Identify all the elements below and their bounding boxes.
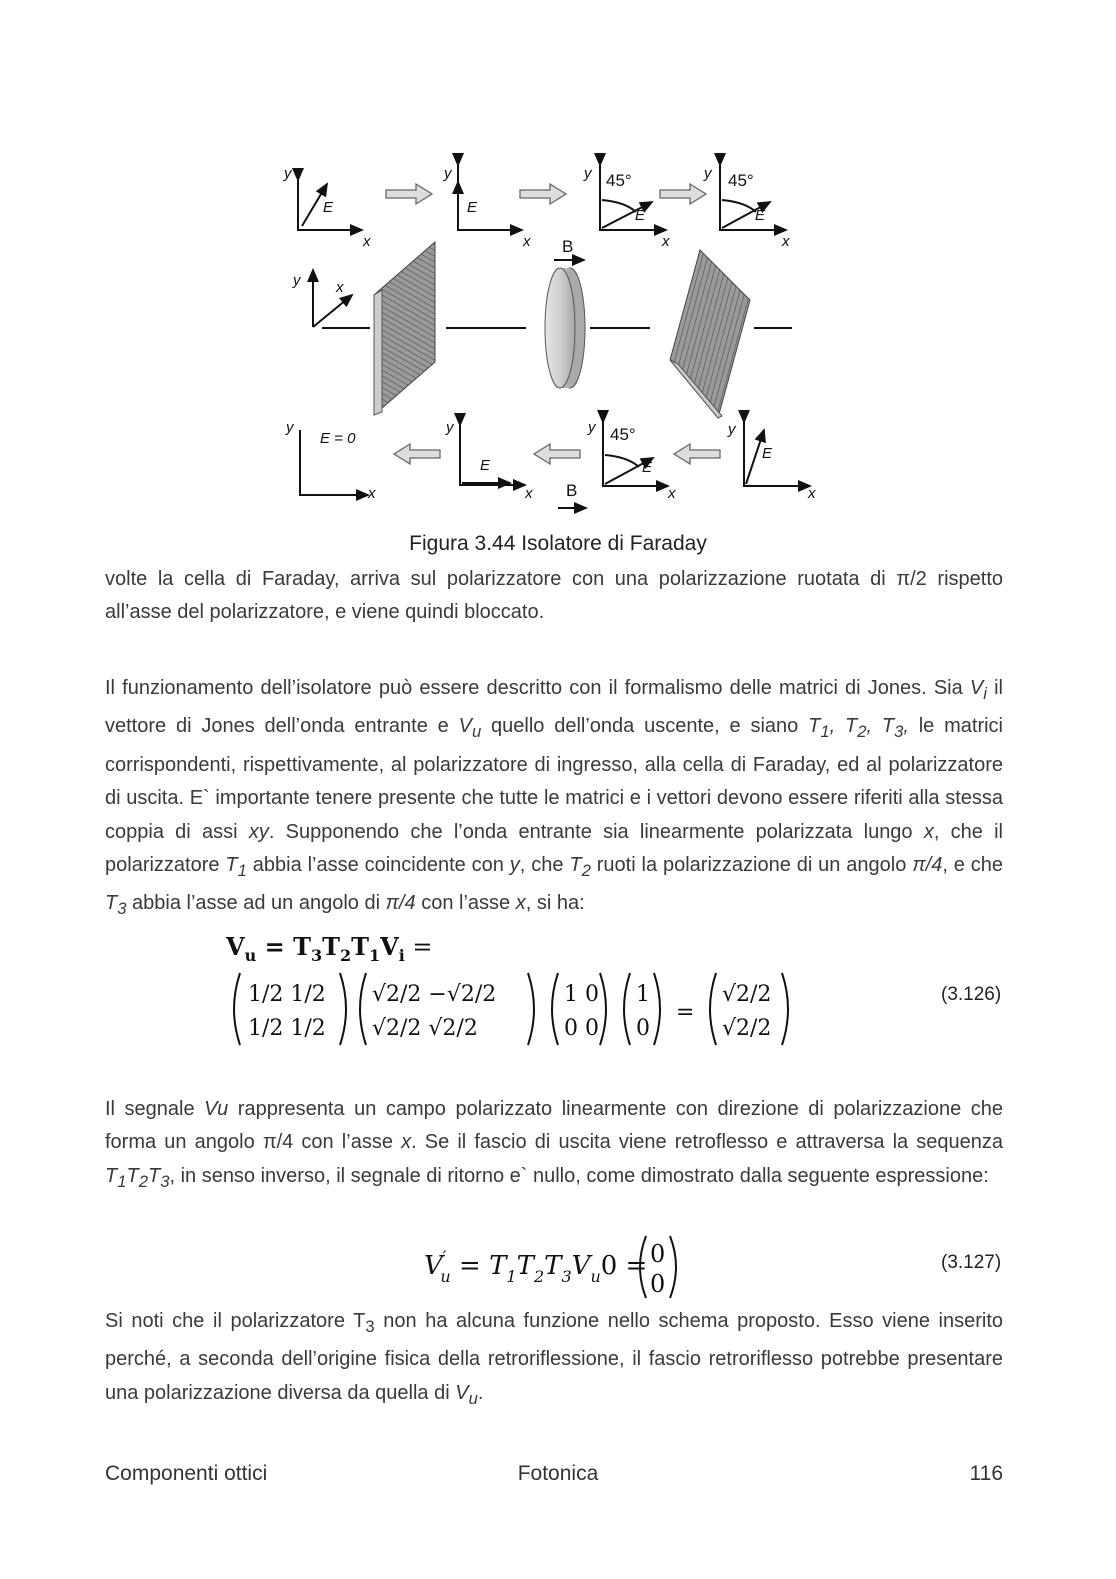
axes-back-4	[744, 422, 810, 486]
svg-text:E = 0: E = 0	[320, 430, 356, 447]
svg-text:x: x	[368, 485, 376, 502]
svg-text:0: 0	[650, 1240, 666, 1268]
svg-text:B: B	[566, 481, 578, 500]
paragraph-2: Il funzionamento dell’isolatore può essere descritto con il formalismo delle matrici di Jones. Sia $V_i$ il vettore di Jones dell’onda entrante e $V_u$ quello dell’onda uscente, e siano $T_1$, $T_2$, $T_3$, le matrici corrispondenti, rispettivamente, al polarizzatore di ingresso, alla cella di Faraday, ed al polarizzatore di uscita. E` importante tenere presente che tutte le matrici e i vettori devono essere riferiti alla stessa coppia di assi xy. Supponendo che l’onda entrante sia linearmente polarizzata lungo x, che il polarizzatore $T_1$ abbia l’asse coincidente con y, che $T_2$ ruoti la polarizzazione di un angolo π/4, e che $T_3$ abbia l’asse ad un angolo di π/4 con l’asse x, si ha:	[105, 677, 1004, 919]
svg-text:E: E	[323, 199, 334, 216]
equation-3-127	[424, 1232, 694, 1307]
svg-text:x: x	[363, 233, 371, 250]
svg-text:E: E	[467, 199, 478, 216]
svg-text:√2/2: √2/2	[722, 982, 772, 1007]
footer-title: Fotonica	[517, 1462, 599, 1485]
svg-text:Vu = T3T2T1Vi =: $V_u = T_3T_2T_1V_i$ =	[226, 932, 433, 965]
svg-text:E: E	[642, 459, 653, 476]
svg-text:x: x	[782, 233, 790, 250]
footer-section: Componenti ottici	[105, 1462, 268, 1485]
axes-back-2	[460, 425, 525, 485]
svg-text:E: E	[755, 207, 766, 224]
svg-text:y: y	[584, 165, 592, 182]
svg-text:1/2 1/2: 1/2 1/2	[248, 1016, 326, 1041]
svg-text:45°: 45°	[610, 425, 636, 444]
svg-text:y: y	[444, 165, 452, 182]
svg-text:E: E	[480, 457, 491, 474]
svg-text:y: y	[293, 272, 301, 289]
paragraph-3: Il segnale Vu rappresenta un campo polarizzato linearmente con direzione di polarizzazione che forma un angolo π/4 con l’asse x. Se il fascio di uscita viene retrofl​esso e attraversa la sequenza $T_1T_2T_3$, in senso inverso, il segnale di ritorno e` nullo, come dimostrato dalla seguente espressione:	[105, 1098, 1004, 1191]
svg-text:√2/2 −√2/2: √2/2 −√2/2	[372, 982, 497, 1007]
svg-text:x: x	[668, 485, 676, 502]
svg-text:x: x	[523, 233, 531, 250]
svg-text:1: 1	[636, 982, 650, 1007]
svg-text:x: x	[662, 233, 670, 250]
svg-text:45°: 45°	[728, 171, 754, 190]
axes-in-2	[458, 165, 522, 230]
svg-text:=: =	[676, 1000, 695, 1025]
svg-text:V′u = T1T2T3Vu0 =: V′ $u = T_1T_2T_3V_u0$ =	[424, 1247, 648, 1286]
svg-text:x: x	[808, 485, 816, 502]
svg-text:x: x	[336, 279, 344, 296]
svg-text:E: E	[635, 207, 646, 224]
faraday-isolator-figure	[270, 150, 850, 520]
svg-text:E: E	[762, 445, 773, 462]
svg-text:y: y	[446, 419, 454, 436]
svg-text:√2/2: √2/2	[722, 1016, 772, 1041]
svg-text:y: y	[284, 165, 292, 182]
svg-text:y: y	[728, 421, 736, 438]
svg-text:0: 0	[650, 1270, 666, 1298]
svg-text:y: y	[704, 165, 712, 182]
figure-caption: Figura 3.44 Isolatore di Faraday	[409, 532, 707, 555]
equation-number-3-126: (3.126)	[941, 984, 1002, 1005]
axes-polarizer-ref	[313, 270, 352, 327]
output-polarizer	[670, 250, 750, 418]
equation-3-126	[226, 925, 826, 1060]
svg-text:1/2 1/2: 1/2 1/2	[248, 982, 326, 1007]
svg-text:y: y	[588, 419, 596, 436]
faraday-cell	[545, 268, 585, 388]
svg-text:0 0: 0 0	[564, 1016, 599, 1041]
svg-text:45°: 45°	[606, 171, 632, 190]
paragraph-1: volte la cella di Faraday, arriva sul polarizzatore con una polarizzazione ruotata di π/2 rispetto all’asse del polarizzatore, e viene quindi bloccato.	[105, 568, 1003, 624]
svg-text:B: B	[562, 237, 574, 256]
svg-text:√2/2 √2/2: √2/2 √2/2	[372, 1016, 478, 1041]
svg-text:0: 0	[636, 1016, 650, 1041]
page-number: 116	[969, 1462, 1003, 1485]
svg-text:x: x	[525, 485, 533, 502]
paragraph-4: Si noti che il polarizzatore $T_3$ non ha alcuna funzione nello schema proposto. Esso viene inserito perché, a seconda dell’origine fisica della retroriflessione, il fascio retroriflesso potrebbe presentare una polarizzazione diversa da quella di $V_u$.	[105, 1310, 1004, 1408]
equation-number-3-127: (3.127)	[941, 1252, 1002, 1273]
svg-text:1 0: 1 0	[564, 982, 599, 1007]
svg-text:y: y	[286, 419, 294, 436]
input-polarizer	[374, 242, 435, 415]
